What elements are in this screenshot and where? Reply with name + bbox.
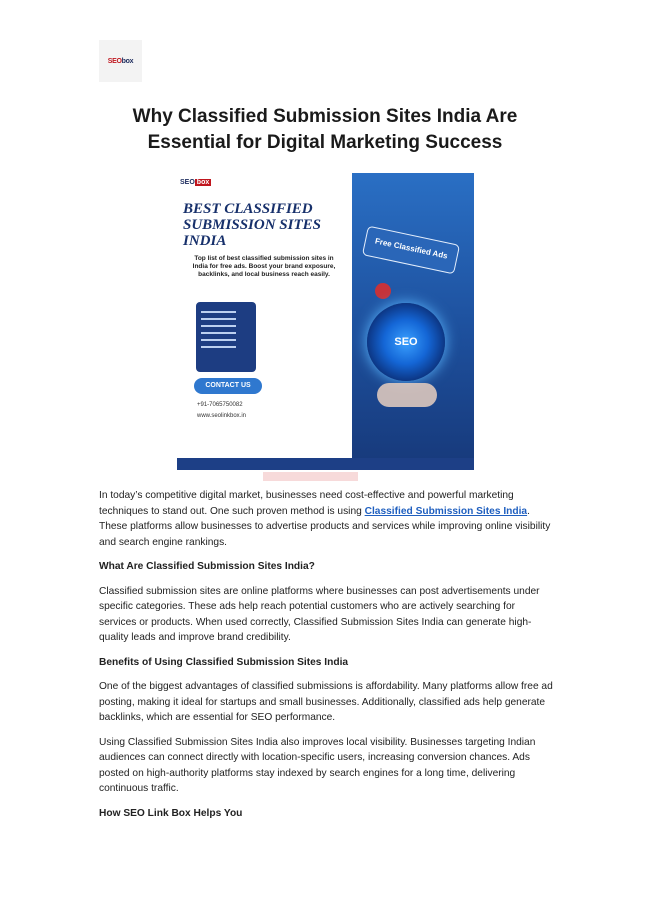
hero-banner-image xyxy=(177,173,474,470)
article-body xyxy=(99,488,555,830)
seo-orb-label: SEO xyxy=(394,336,418,348)
list-line xyxy=(201,325,236,327)
intro-paragraph: In today’s competitive digital market, businesses need cost-effective and powerful marketing techniques to stand out. One such proven method is using Classified Submission Sites India. These platforms allow businesses to advertise products and services while improving online visibility and search engine rankings. xyxy=(99,490,551,548)
hero-subtitle: Top list of best classified submission sites in India for free ads. Boost your brand exposure, backlinks, and local business reach easily. xyxy=(192,255,336,278)
heading-how-helps: How SEO Link Box Helps You xyxy=(99,807,243,819)
list-line xyxy=(201,318,236,320)
logo-text: SEObox xyxy=(107,57,134,65)
site-logo[interactable] xyxy=(99,40,142,82)
seo-globe-icon xyxy=(367,303,445,381)
hero-site-list xyxy=(196,302,256,372)
benefits-paragraph-1: One of the biggest advantages of classified submissions is affordability. Many platforms allow free ad posting, making it ideal for startups and small businesses. Additionally, classified ads help generate backlinks, which are essential for SEO performance. xyxy=(99,681,553,723)
hero-logo: SEO box xyxy=(180,179,210,186)
classified-submission-link[interactable]: Classified Submission Sites India xyxy=(364,505,528,517)
hero-website: www.seolinkbox.in xyxy=(197,413,247,419)
list-line xyxy=(201,332,236,334)
chess-piece-icon xyxy=(375,283,391,299)
free-classified-ads-badge: Free Classified Ads xyxy=(362,226,460,275)
list-line xyxy=(201,311,236,313)
list-line xyxy=(201,339,236,341)
list-line xyxy=(201,346,236,348)
heading-what-are: What Are Classified Submission Sites India? xyxy=(99,561,315,572)
contact-us-button: CONTACT US xyxy=(194,378,262,394)
hero-phone: +91-7065750082 xyxy=(197,402,243,408)
faded-watermark-logo xyxy=(203,469,460,481)
benefits-paragraph-2: Using Classified Submission Sites India also improves local visibility. Businesses targeting Indian audiences can connect directly with location-specific users, increasing conversion chances. Ads posted on high-authority platforms stay indexed by search engines for a long time, delivering continuous traffic. xyxy=(99,736,536,794)
hand-icon xyxy=(377,383,437,407)
hero-heading: BEST CLASSIFIED SUBMISSION SITES INDIA xyxy=(183,201,321,249)
heading-benefits: Benefits of Using Classified Submission Sites India xyxy=(99,656,349,668)
what-are-paragraph: Classified submission sites are online platforms where businesses can post advertisements under specific categories. These ads help reach potential customers who are actively searching for services or products. When used correctly, Classified Submission Sites India can generate high-quality leads and improve brand credibility. xyxy=(99,585,540,643)
page-title: Why Classified Submission Sites India Are Essential for Digital Marketing Success xyxy=(132,106,518,153)
